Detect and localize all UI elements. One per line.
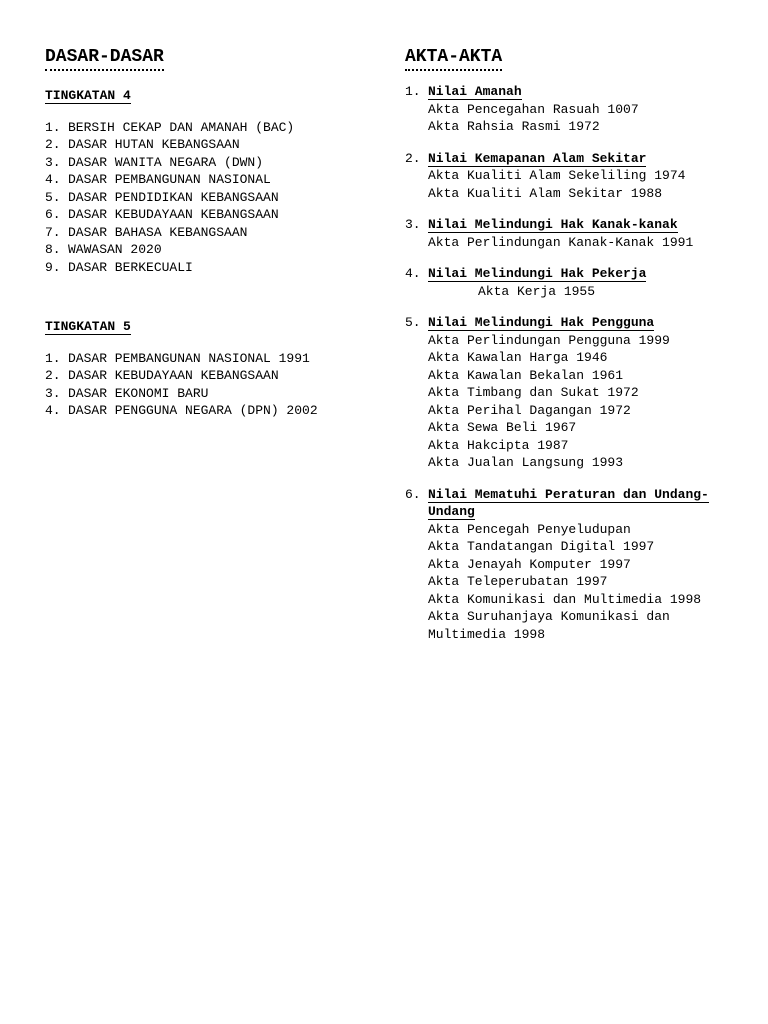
tingkatan-5-list xyxy=(45,350,385,420)
act-item: Akta Pencegahan Rasuah 1007 xyxy=(428,101,639,117)
item-number: 7. xyxy=(45,224,61,240)
item-number: 3. xyxy=(45,154,61,170)
act-item: Akta Perihal Dagangan 1972 xyxy=(428,402,631,418)
akta-column xyxy=(405,46,745,657)
akta-group-pekerja xyxy=(405,265,745,300)
item-text: DASAR HUTAN KEBANGSAAN xyxy=(68,137,240,152)
tingkatan-5-heading: TINGKATAN 5 xyxy=(45,319,131,334)
group-heading: Nilai Melindungi Hak Pengguna xyxy=(428,315,655,330)
item-number: 8. xyxy=(45,242,61,257)
tingkatan-4-heading: TINGKATAN 4 xyxy=(45,88,131,103)
item-text: WAWASAN 2020 xyxy=(68,242,162,257)
akta-title: AKTA-AKTA xyxy=(405,46,502,71)
act-item: Akta Kawalan Bekalan 1961 xyxy=(428,367,624,383)
list-item xyxy=(45,241,385,259)
item-text: DASAR PENGGUNA NEGARA (DPN) 2002 xyxy=(68,403,318,418)
list-item xyxy=(45,136,385,154)
tingkatan-4-list xyxy=(45,119,385,277)
akta-group-pengguna xyxy=(405,314,745,472)
akta-groups xyxy=(405,83,745,643)
act-item: Akta Kawalan Harga 1946 xyxy=(428,350,608,365)
list-item xyxy=(45,350,385,368)
group-number: 1. xyxy=(405,84,421,99)
item-number: 4. xyxy=(45,172,61,187)
act-item: Akta Rahsia Rasmi 1972 xyxy=(428,119,600,134)
item-number: 3. xyxy=(45,385,61,401)
akta-group-kanak-kanak xyxy=(405,216,745,251)
act-item: Akta Kerja 1955 xyxy=(478,283,596,299)
group-heading: Nilai Mematuhi Peraturan dan Undang-Undang xyxy=(428,486,709,519)
item-number: 2. xyxy=(45,368,61,383)
akta-group-alam-sekitar xyxy=(405,150,745,203)
act-item: Akta Kualiti Alam Sekeliling 1974 xyxy=(428,168,686,183)
group-number: 4. xyxy=(405,266,421,281)
list-item xyxy=(45,154,385,172)
list-item xyxy=(45,259,385,277)
item-number: 2. xyxy=(45,137,61,152)
group-heading: Nilai Melindungi Hak Pekerja xyxy=(428,266,647,281)
item-text: DASAR BERKECUALI xyxy=(68,259,193,275)
item-text: DASAR PENDIDIKAN KEBANGSAAN xyxy=(68,189,279,205)
item-number: 5. xyxy=(45,189,61,205)
group-heading: Nilai Kemapanan Alam Sekitar xyxy=(428,150,647,166)
item-number: 1. xyxy=(45,350,61,366)
item-text: DASAR EKONOMI BARU xyxy=(68,385,209,401)
tingkatan-5-section xyxy=(45,318,385,420)
group-heading: Nilai Amanah xyxy=(428,84,522,99)
act-item: Akta Komunikasi dan Multimedia 1998 xyxy=(428,591,702,607)
item-number: 9. xyxy=(45,259,61,275)
act-item: Akta Perlindungan Pengguna 1999 xyxy=(428,332,670,348)
item-text: DASAR WANITA NEGARA (DWN) xyxy=(68,154,264,170)
list-item xyxy=(45,402,385,420)
list-item xyxy=(45,119,385,137)
dasar-title: DASAR-DASAR xyxy=(45,46,164,71)
list-item xyxy=(45,171,385,189)
item-text: DASAR BAHASA KEBANGSAAN xyxy=(68,224,248,240)
item-text: DASAR KEBUDAYAAN KEBANGSAAN xyxy=(68,368,279,383)
act-item: Akta Hakcipta 1987 xyxy=(428,437,569,453)
list-item xyxy=(45,206,385,224)
item-number: 6. xyxy=(45,207,61,222)
item-text: DASAR PEMBANGUNAN NASIONAL xyxy=(68,172,271,187)
group-number: 2. xyxy=(405,150,421,166)
dasar-column xyxy=(45,46,385,420)
act-item: Akta Teleperubatan 1997 xyxy=(428,574,608,589)
item-text: DASAR PEMBANGUNAN NASIONAL 1991 xyxy=(68,350,310,366)
act-item: Akta Tandatangan Digital 1997 xyxy=(428,539,655,554)
item-text: DASAR KEBUDAYAAN KEBANGSAAN xyxy=(68,207,279,222)
list-item xyxy=(45,367,385,385)
list-item xyxy=(45,385,385,403)
group-number: 5. xyxy=(405,315,421,330)
list-item xyxy=(45,224,385,242)
item-number: 4. xyxy=(45,403,61,418)
group-number: 6. xyxy=(405,486,421,502)
group-heading: Nilai Melindungi Hak Kanak-kanak xyxy=(428,217,678,232)
act-item: Akta Kualiti Alam Sekitar 1988 xyxy=(428,185,663,201)
act-item: Akta Timbang dan Sukat 1972 xyxy=(428,385,639,400)
act-item: Akta Jualan Langsung 1993 xyxy=(428,455,624,470)
act-item: Akta Suruhanjaya Komunikasi dan Multimedia 1998 xyxy=(428,609,670,642)
item-text: BERSIH CEKAP DAN AMANAH (BAC) xyxy=(68,119,295,135)
act-item: Akta Sewa Beli 1967 xyxy=(428,420,577,435)
akta-group-peraturan xyxy=(405,486,745,644)
act-item: Akta Pencegah Penyeludupan xyxy=(428,521,631,537)
akta-group-amanah xyxy=(405,83,745,136)
act-item: Akta Perlindungan Kanak-Kanak 1991 xyxy=(428,234,694,250)
item-number: 1. xyxy=(45,119,61,135)
group-number: 3. xyxy=(405,217,421,232)
list-item xyxy=(45,189,385,207)
act-item: Akta Jenayah Komputer 1997 xyxy=(428,556,631,572)
tingkatan-4-section xyxy=(45,87,385,276)
